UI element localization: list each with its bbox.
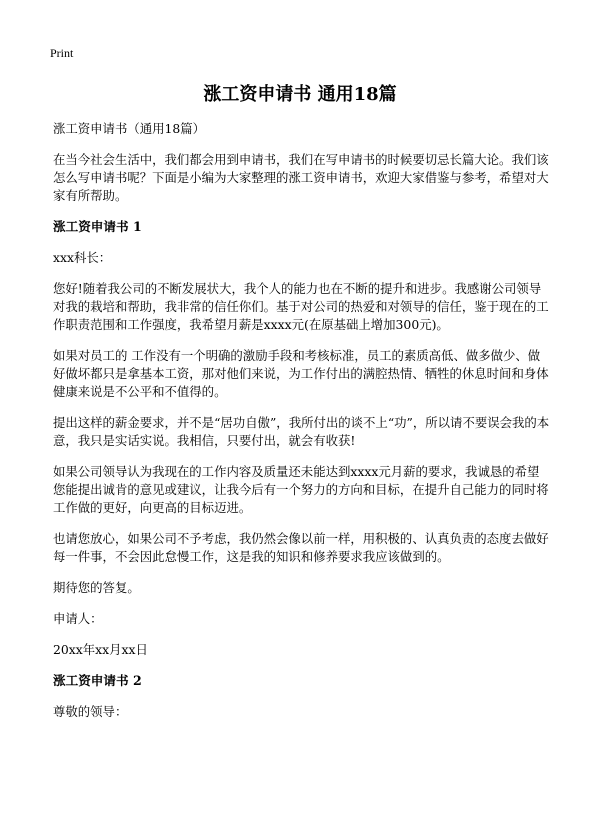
letter-2-heading: 涨工资申请书 2 [53,673,142,688]
document-subtitle: 涨工资申请书（通用18篇） [53,121,206,136]
print-label[interactable]: Print [50,46,74,60]
document-body [53,120,550,734]
letter-1-salutation: xxx科长： [53,250,112,265]
document-title: 涨工资申请书 通用18篇 [203,84,397,105]
letter-1-closing: 期待您的答复。 [53,580,140,595]
letter-1-paragraph-1: 您好!随着我公司的不断发展状大，我个人的能力也在不断的提升和进步。我感谢公司领导对我的栽培和帮助，我非常的信任你们。基于对公司的热爱和对领导的信任，鉴于现在的工作职责范围和工作强度，我希望月薪是xxxx元(在原基础上增加300元)。 [53,281,549,332]
letter-1-paragraph-5: 也请您放心，如果公司不予考虑，我仍然会像以前一样，用积极的、认真负责的态度去做好每一件事，不会因此怠慢工作，这是我的知识和修养要求我应该做到的。 [53,531,549,564]
intro-paragraph: 在当今社会生活中，我们都会用到申请书，我们在写申请书的时候要切忌长篇大论。我们该怎么写申请书呢？下面是小编为大家整理的涨工资申请书，欢迎大家借鉴与参考，希望对大家有所帮助。 [53,152,549,203]
letter-1-paragraph-4: 如果公司领导认为我现在的工作内容及质量还未能达到xxxx元月薪的要求，我诚恳的希望您能提出诚肯的意见或建议，让我今后有一个努力的方向和目标，在提升自己能力的同时将工作做的更好，向更高的目标迈进。 [53,464,549,515]
letter-1-heading: 涨工资申请书 1 [53,219,142,234]
letter-2-salutation: 尊敬的领导： [53,704,128,719]
letter-1-paragraph-2: 如果对员工的 工作没有一个明确的激励手段和考核标准，员工的素质高低、做多做少、做好做坏都只是拿基本工资，那对他们来说，为工作付出的满腔热情、牺牲的休息时间和身体健康来说是不公平和不值得的。 [53,348,549,399]
letter-1-paragraph-3: 提出这样的薪金要求，并不是“居功自傲”，我所付出的谈不上“功”，所以请不要误会我的本意，我只是实话实说。我相信，只要付出，就会有收获! [53,415,550,448]
letter-1-applicant: 申请人： [53,611,103,626]
letter-1-date: 20xx年xx月xx日 [53,642,148,657]
